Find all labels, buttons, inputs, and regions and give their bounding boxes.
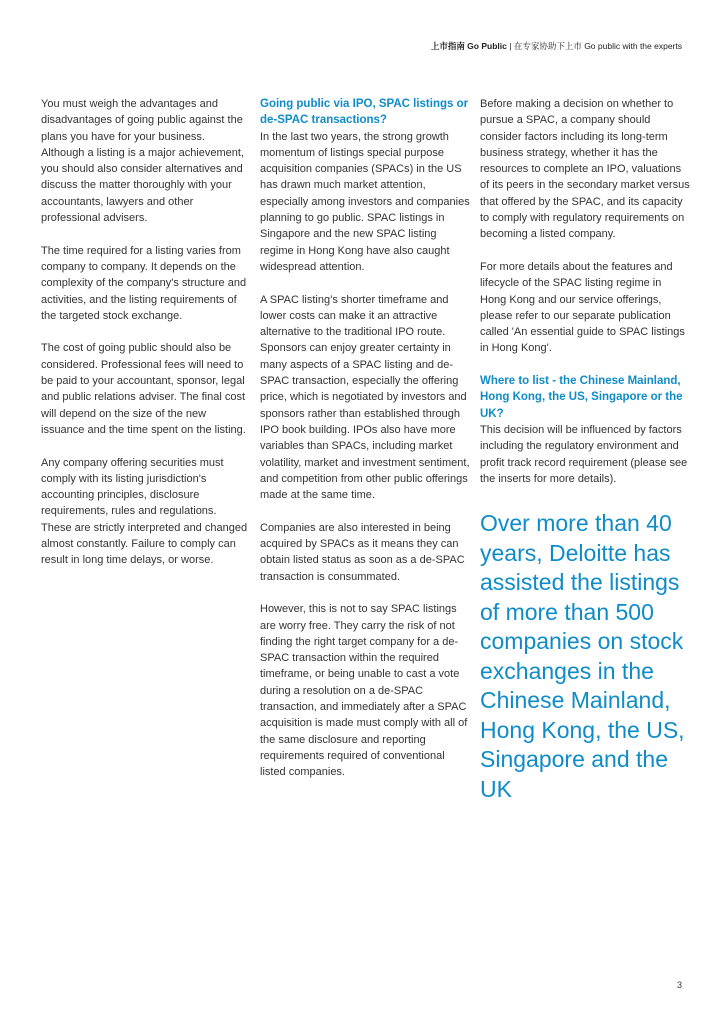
paragraph: For more details about the features and lifecycle of the SPAC listing regime in Hong Kong and our service offerings, please refer to our separate publication called 'An essential guide to SPAC listings in Hong Kong'.: [480, 260, 685, 355]
column-1: [41, 96, 249, 585]
header-subtitle: 在专家协助下上市 Go public with the experts: [513, 41, 682, 51]
paragraph: In the last two years, the strong growth momentum of listings special purpose acquisition companies (SPACs) in the US has drawn much market attention, especially among investors and companies planning to go public. SPAC listings in Singapore and the new SPAC listing regime in Hong Kong have also caught widespread attention.: [260, 130, 470, 273]
paragraph: Before making a decision on whether to pursue a SPAC, a company should consider factors including its long-term business strategy, whether it has the resources to complete an IPO, valuations of its peers in the secondary market versus that offered by the SPAC, and its capacity to comply with regulatory requirements on becoming a listed company.: [480, 98, 690, 241]
paragraph: This decision will be influenced by factors including the regulatory environment and profit track record requirement (please see the inserts for more details).: [480, 423, 688, 485]
paragraph: You must weigh the advantages and disadvantages of going public against the plans you have for your business. Although a listing is a major achievement, you should also consider alternatives and discuss the matter thoroughly with your accountants, lawyers and other professional advisers.: [41, 98, 244, 225]
paragraph: Companies are also interested in being acquired by SPACs as it means they can obtain listed status as soon as a de-SPAC transaction is consummated.: [260, 521, 465, 583]
section-heading-ipo-spac: Going public via IPO, SPAC listings or de-SPAC transactions?: [260, 98, 469, 127]
paragraph: A SPAC listing’s shorter timeframe and lower costs can make it an attractive alternative to the traditional IPO route. Sponsors can enjoy greater certainty in many aspects of a SPAC listing and de-SPAC transaction, especially the offering price, which is negotiated by investors and sponsors rather than established through IPO book building. IPOs also have more variables than SPACs, including market volatility, market and investment sentiment, and competition from other public offerings made at the same time.: [260, 293, 470, 502]
paragraph: The time required for a listing varies from company to company. It depends on the complexity of the company's structure and activities, and the listing requirements of the targeted stock exchange.: [41, 244, 247, 322]
section-heading-where-to-list: Where to list - the Chinese Mainland, Hong Kong, the US, Singapore or the UK?: [480, 375, 683, 420]
paragraph: Any company offering securities must comply with its listing jurisdiction's accounting principles, disclosure requirements, rules and regulations. These are strictly interpreted and changed almost constantly. Failure to comply can result in long time delays, or worse.: [41, 456, 248, 567]
header-separator: |: [509, 41, 512, 51]
column-2: [260, 96, 470, 797]
pull-quote: Over more than 40 years, Deloitte has assisted the listings of more than 500 companies on stock exchanges in the Chinese Mainland, Hong Kong, the US, Singapore and the UK: [480, 510, 685, 802]
column-3: [480, 96, 690, 804]
paragraph: The cost of going public should also be considered. Professional fees will need to be paid to your accountant, sponsor, legal and public relations adviser. The final cost will depend on the size of the new issuance and the time spent on the listing.: [41, 342, 246, 436]
paragraph: However, this is not to say SPAC listings are worry free. They carry the risk of not finding the right target company for a de-SPAC transaction within the required timeframe, or being unable to cast a vote during a resolution on a de-SPAC transaction, and immediately after a SPAC acquisition is made must comply with all of the same disclosure and reporting requirements required of conventional listed companies.: [260, 603, 468, 779]
header-title: 上市指南 Go Public: [430, 41, 507, 51]
page-number: 3: [676, 980, 682, 990]
page-header: [431, 40, 682, 52]
